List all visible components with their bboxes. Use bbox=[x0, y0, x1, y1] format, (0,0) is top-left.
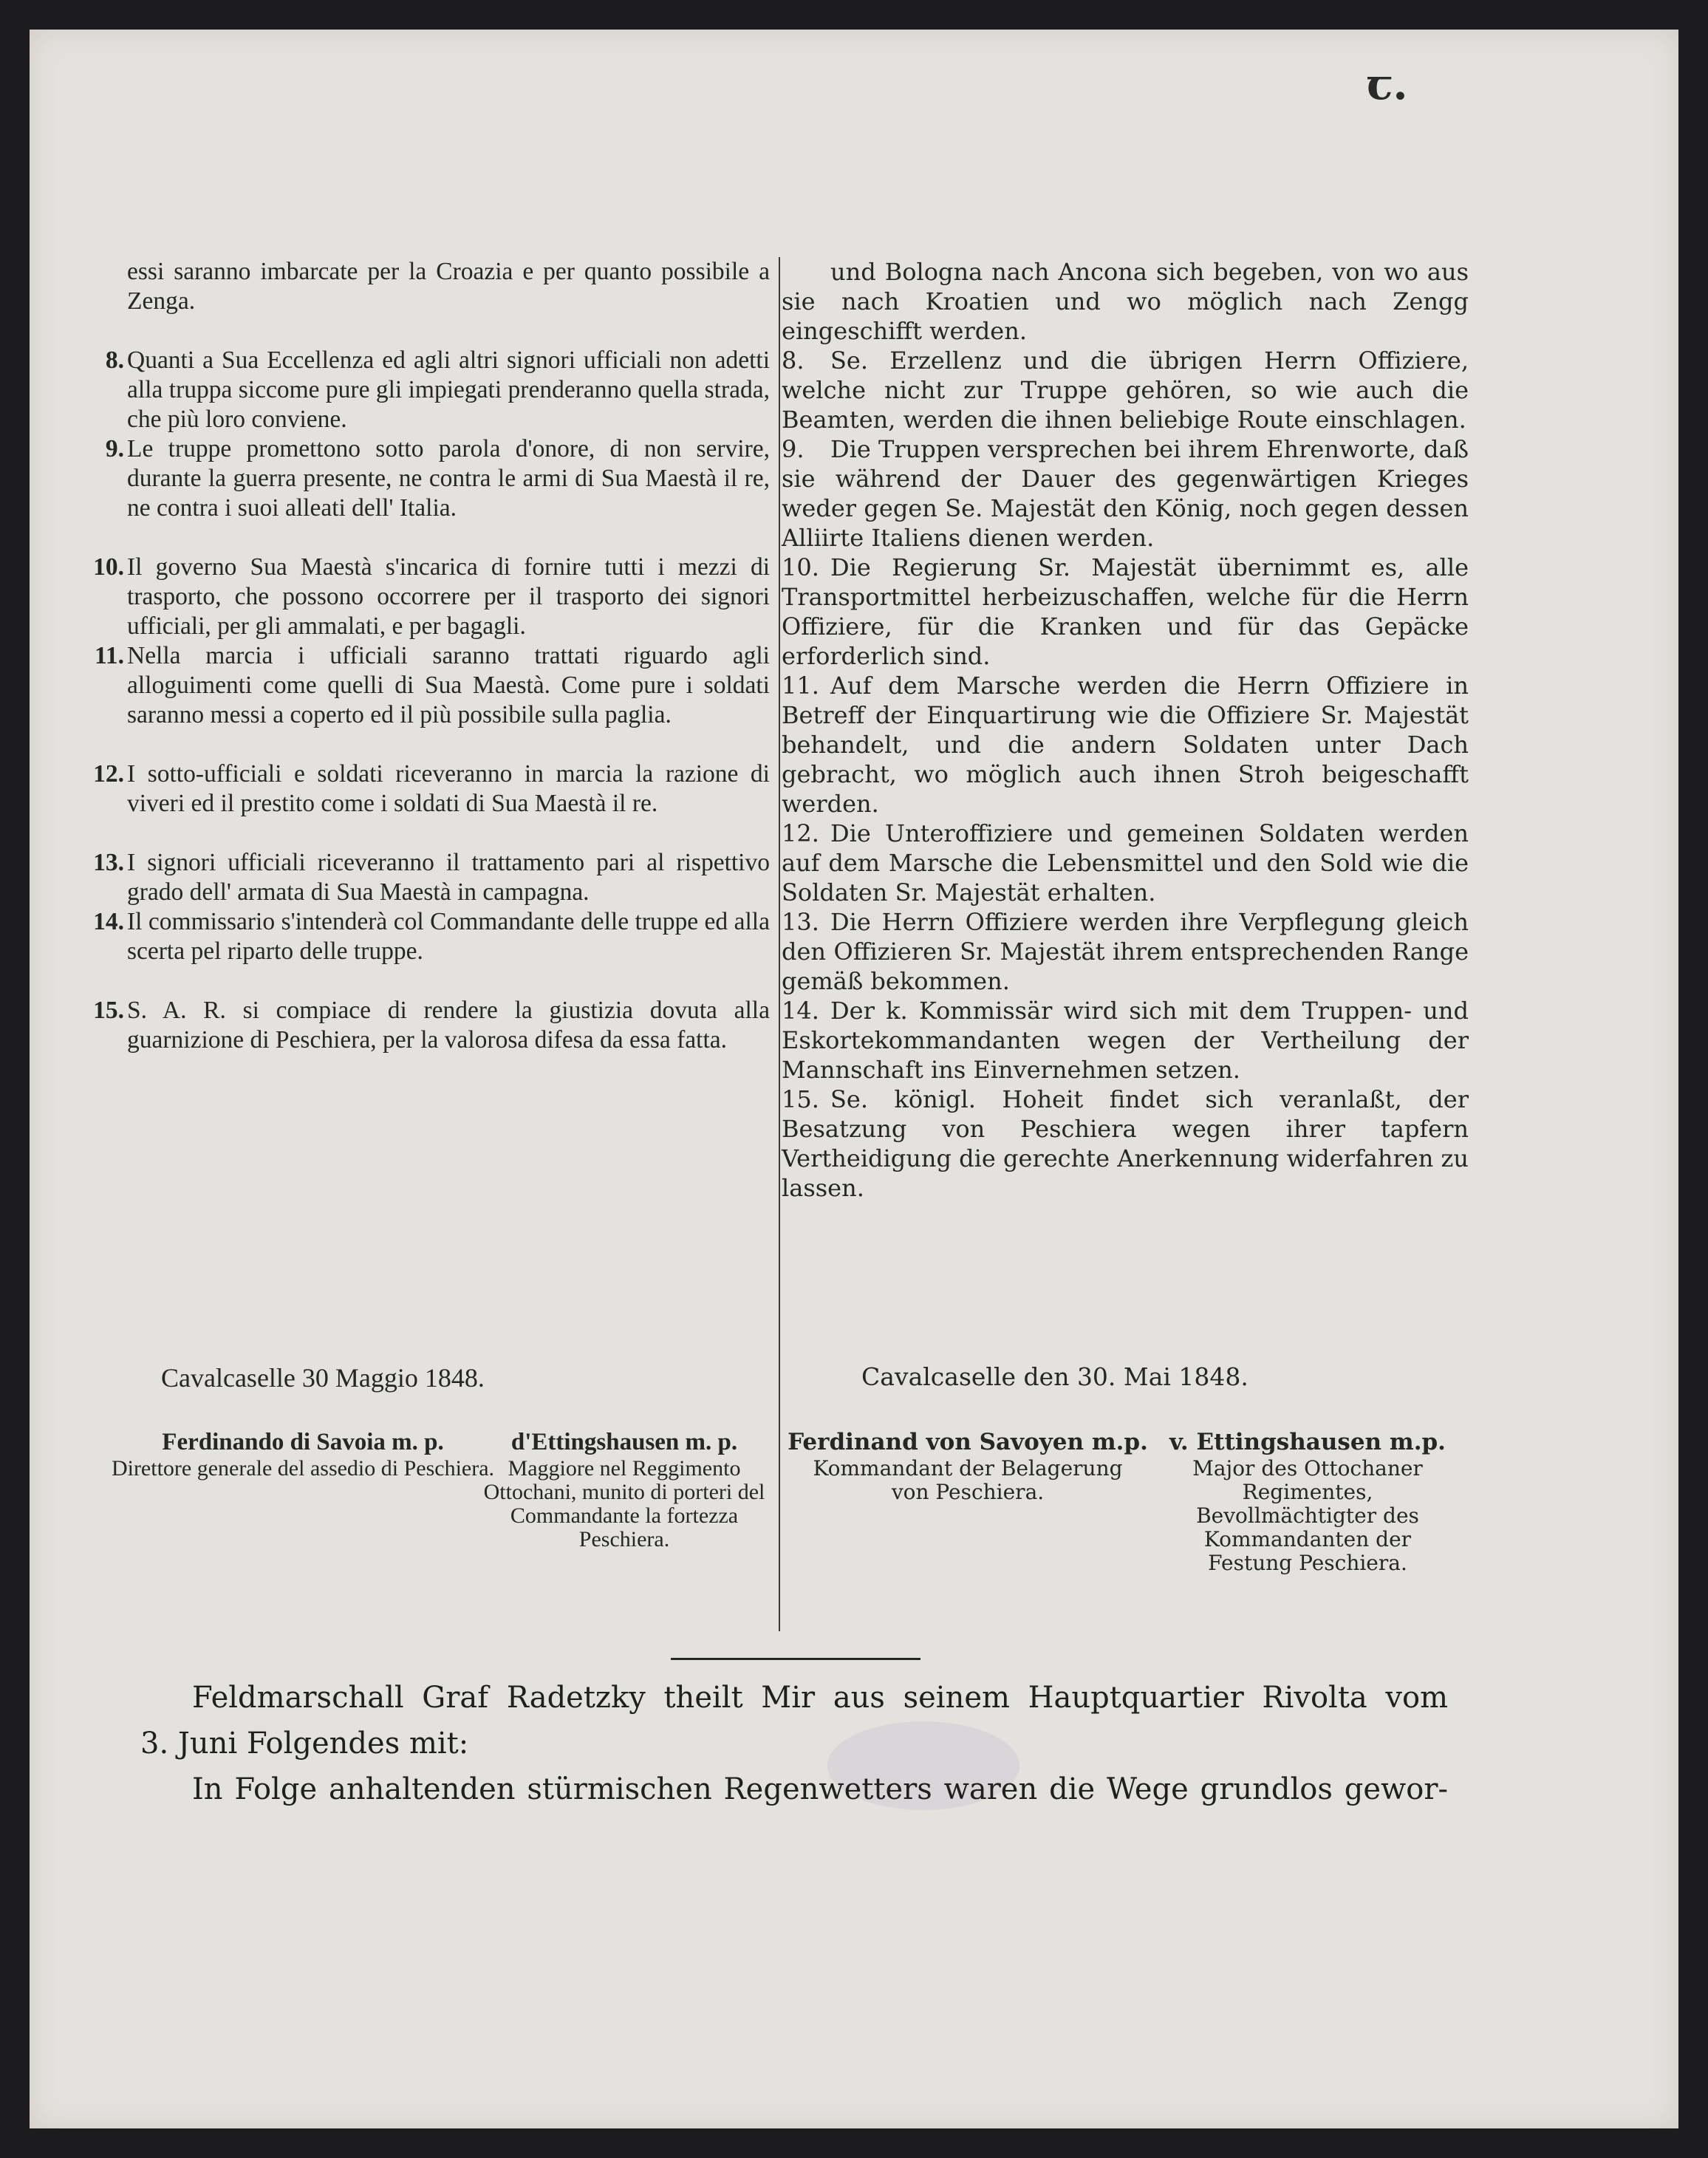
german-date: Cavalcaselle den 30. Mai 1848. bbox=[861, 1362, 1248, 1391]
corner-mark: ꞇ. bbox=[1367, 59, 1408, 109]
document-page bbox=[30, 30, 1678, 2128]
de-para-9: 9. Die Truppen versprechen bei ihrem Ehrenworte, daß sie während der Dauer des gegenwärtigen Krieges weder gegen Se. Majestät den König, noch gegen dessen Alliirte Italiens dienen werden. bbox=[782, 435, 1469, 552]
german-signature-1: Ferdinand von Savoyen m.p. Kommandant der Belagerung von Peschiera. bbox=[788, 1429, 1148, 1504]
it-para-13: 13. I signori ufficiali riceveranno il trattamento pari al rispettivo grado dell' armata di Sua Maestà in campagna. bbox=[93, 849, 770, 906]
column-divider bbox=[779, 257, 780, 1631]
it-para-11: 11. Nella marcia i ufficiali saranno trattati riguardo agli alloguimenti come quelli di Sua Maestà. Come pure i soldati saranno messi a coperto ed il più possibile sulla paglia. bbox=[94, 642, 770, 728]
de-para-15: 15. Se. königl. Hoheit findet sich veranlaßt, der Besatzung von Peschiera wegen ihrer tapfern Vertheidigung die gerechte Anerkennung widerfahren zu lassen. bbox=[782, 1085, 1469, 1202]
de-para-11: 11. Auf dem Marsche werden die Herrn Offiziere in Betreff der Einquartirung wie die Offiziere Sr. Majestät behandelt, und die andern Soldaten unter Dach gebracht, wo möglich auch ihnen Stroh beigeschafft werden. bbox=[782, 672, 1469, 818]
de-para-13: 13. Die Herrn Offiziere werden ihre Verpflegung gleich den Offizieren Sr. Majestät ihrem entsprechenden Range gemäß bekommen. bbox=[782, 908, 1469, 995]
bottom-line-2: 3. Juni Folgendes mit: bbox=[140, 1727, 469, 1761]
bottom-line-3: In Folge anhaltenden stürmischen Regenwetters waren die Wege grundlos gewor- bbox=[192, 1772, 1448, 1806]
it-para-8: 8. Quanti a Sua Eccellenza ed agli altri signori ufficiali non adetti alla truppa siccome pure gli impiegati prenderanno quella strada, che più loro conviene. bbox=[105, 346, 770, 433]
it-para-9: 9. Le truppe promettono sotto parola d'onore, di non servire, durante la guerra presente, ne contra le armi di Sua Maestà il re, ne contra i suoi alleati dell' Italia. bbox=[105, 435, 770, 522]
bottom-line-1: Feldmarschall Graf Radetzky theilt Mir aus seinem Hauptquartier Rivolta vom bbox=[192, 1681, 1448, 1715]
german-column bbox=[782, 257, 1469, 1203]
de-para-10: 10. Die Regierung Sr. Majestät übernimmt es, alle Transportmittel herbeizuschaffen, welche für die Herrn Offiziere, für die Kranken und für das Gepäcke erforderlich sind. bbox=[782, 553, 1469, 670]
de-para-0: und Bologna nach Ancona sich begeben, von wo aus sie nach Kroatien und wo möglich nach Zengg eingeschifft werden. bbox=[782, 258, 1469, 345]
it-para-0: essi saranno imbarcate per la Croazia e per quanto possibile a Zenga. bbox=[127, 258, 770, 315]
italian-signature-1: Ferdinando di Savoia m. p. Direttore generale del assedio di Peschiera. bbox=[111, 1429, 495, 1481]
de-para-12: 12. Die Unteroffiziere und gemeinen Soldaten werden auf dem Marsche die Lebensmittel und den Sold wie die Soldaten Sr. Majestät erhalten. bbox=[782, 819, 1469, 906]
de-para-8: 8. Se. Erzellenz und die übrigen Herrn Offiziere, welche nicht zur Truppe gehören, so wie auch die Beamten, werden die ihnen beliebige Route einschlagen. bbox=[782, 346, 1469, 434]
it-para-12: 12. I sotto-ufficiali e soldati riceveranno in marcia la razione di viveri ed il prestito come i soldati di Sua Maestà il re. bbox=[93, 760, 770, 817]
german-signature-2: v. Ettingshausen m.p. Major des Ottochaner Regimentes, Bevollmächtigter des Kommandanten der Festung Peschiera. bbox=[1169, 1429, 1446, 1575]
section-rule bbox=[671, 1658, 920, 1660]
italian-signature-2: d'Ettingshausen m. p. Maggiore nel Reggimento Ottochani, munito di porteri del Commandante la fortezza Peschiera. bbox=[483, 1429, 765, 1551]
de-para-14: 14. Der k. Kommissär wird sich mit dem Truppen- und Eskortekommandanten wegen der Vertheilung der Mannschaft ins Einvernehmen setzen. bbox=[782, 997, 1469, 1084]
italian-column bbox=[93, 257, 770, 1055]
italian-date: Cavalcaselle 30 Maggio 1848. bbox=[161, 1363, 485, 1393]
it-para-14: 14. Il commissario s'intenderà col Commandante delle truppe ed alla scerta pel riparto delle truppe. bbox=[93, 908, 770, 965]
it-para-10: 10. Il governo Sua Maestà s'incarica di fornire tutti i mezzi di trasporto, che possono occorrere per il trasporto dei signori ufficiali, per gli ammalati, e per bagagli. bbox=[93, 553, 770, 640]
it-para-15: 15. S. A. R. si compiace di rendere la giustizia dovuta alla guarnizione di Peschiera, per la valorosa difesa da essa fatta. bbox=[93, 997, 770, 1054]
